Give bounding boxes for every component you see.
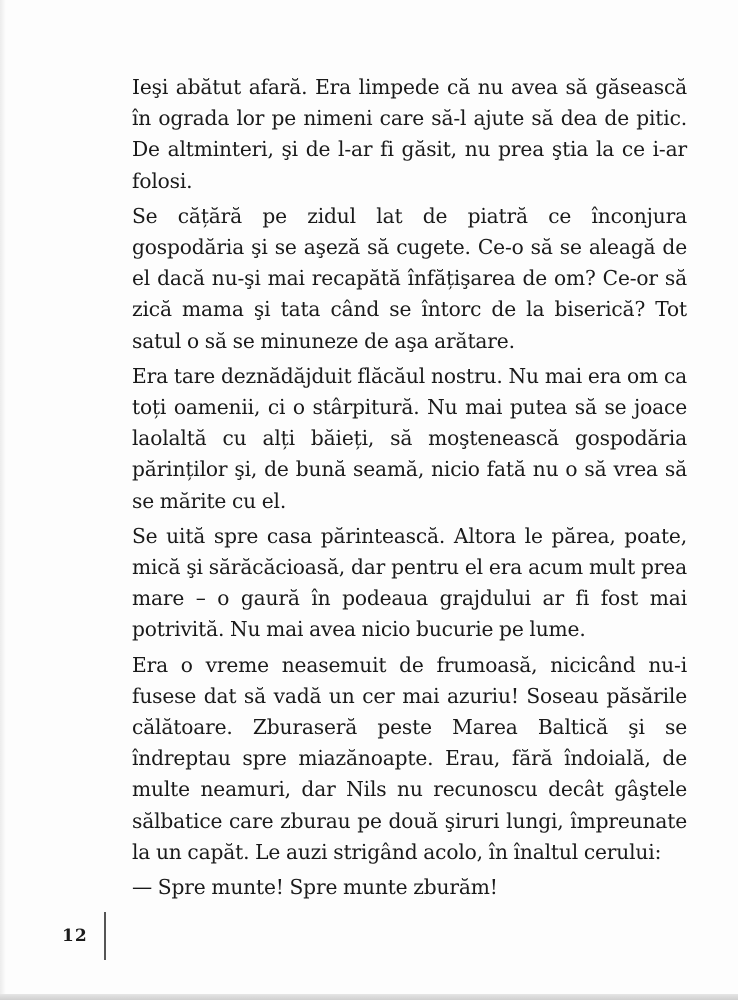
paragraph-2: Se cățără pe zidul lat de piatră ce înconjura gospodăria şi se aşeză să cugete. Ce-o să se aleagă de el dacă nu-şi mai recapătă înfățişarea de om? Ce-or să zică mama şi tata când se întorc de la biserică? Tot satul o să se minuneze de aşa arătare. <box>132 203 687 353</box>
paragraph-6-dialogue: — Spre munte! Spre munte zburăm! <box>132 875 498 900</box>
paragraph-3: Era tare deznădăjduit flăcăul nostru. Nu mai era om ca toți oamenii, ci o stârpitură. Nu mai putea să se joace laolaltă cu alți băieți, să moştenească gospodăria părinților şi, de bună seamă, nicio fată nu o să vrea să se mărite cu el. <box>132 363 687 513</box>
page-gutter-shadow <box>0 0 6 1000</box>
page-bottom-edge <box>0 994 738 1000</box>
body-text <box>132 72 687 907</box>
paragraph-1: Ieşi abătut afară. Era limpede că nu avea să găsească în ograda lor pe nimeni care să-l ajute să dea de pitic. De altminteri, şi de l-ar fi găsit, nu prea ştia la ce i-ar folosi. <box>132 75 687 193</box>
page-number-divider <box>104 912 106 960</box>
paragraph-5: Era o vreme neasemuit de frumoasă, nicicând nu-i fusese dat să vadă un cer mai azuriu! Soseau păsările călătoare. Zburaseră peste Marea Baltică şi se îndreptau spre miazănoapte. Erau, fără îndoială, de multe neamuri, dar Nils nu recunoscu decât gâştele sălbatice care zburau pe două şiruri lungi, împreunate la un capăt. Le auzi strigând acolo, în înaltul cerului: <box>132 652 687 864</box>
page-number: 12 <box>62 926 88 946</box>
paragraph-4: Se uită spre casa părintească. Altora le părea, poate, mică şi sărăcăcioasă, dar pentru el era acum mult prea mare – o gaură în podeaua grajdului ar fi fost mai potrivită. Nu mai avea nicio bucurie pe lume. <box>132 523 687 642</box>
